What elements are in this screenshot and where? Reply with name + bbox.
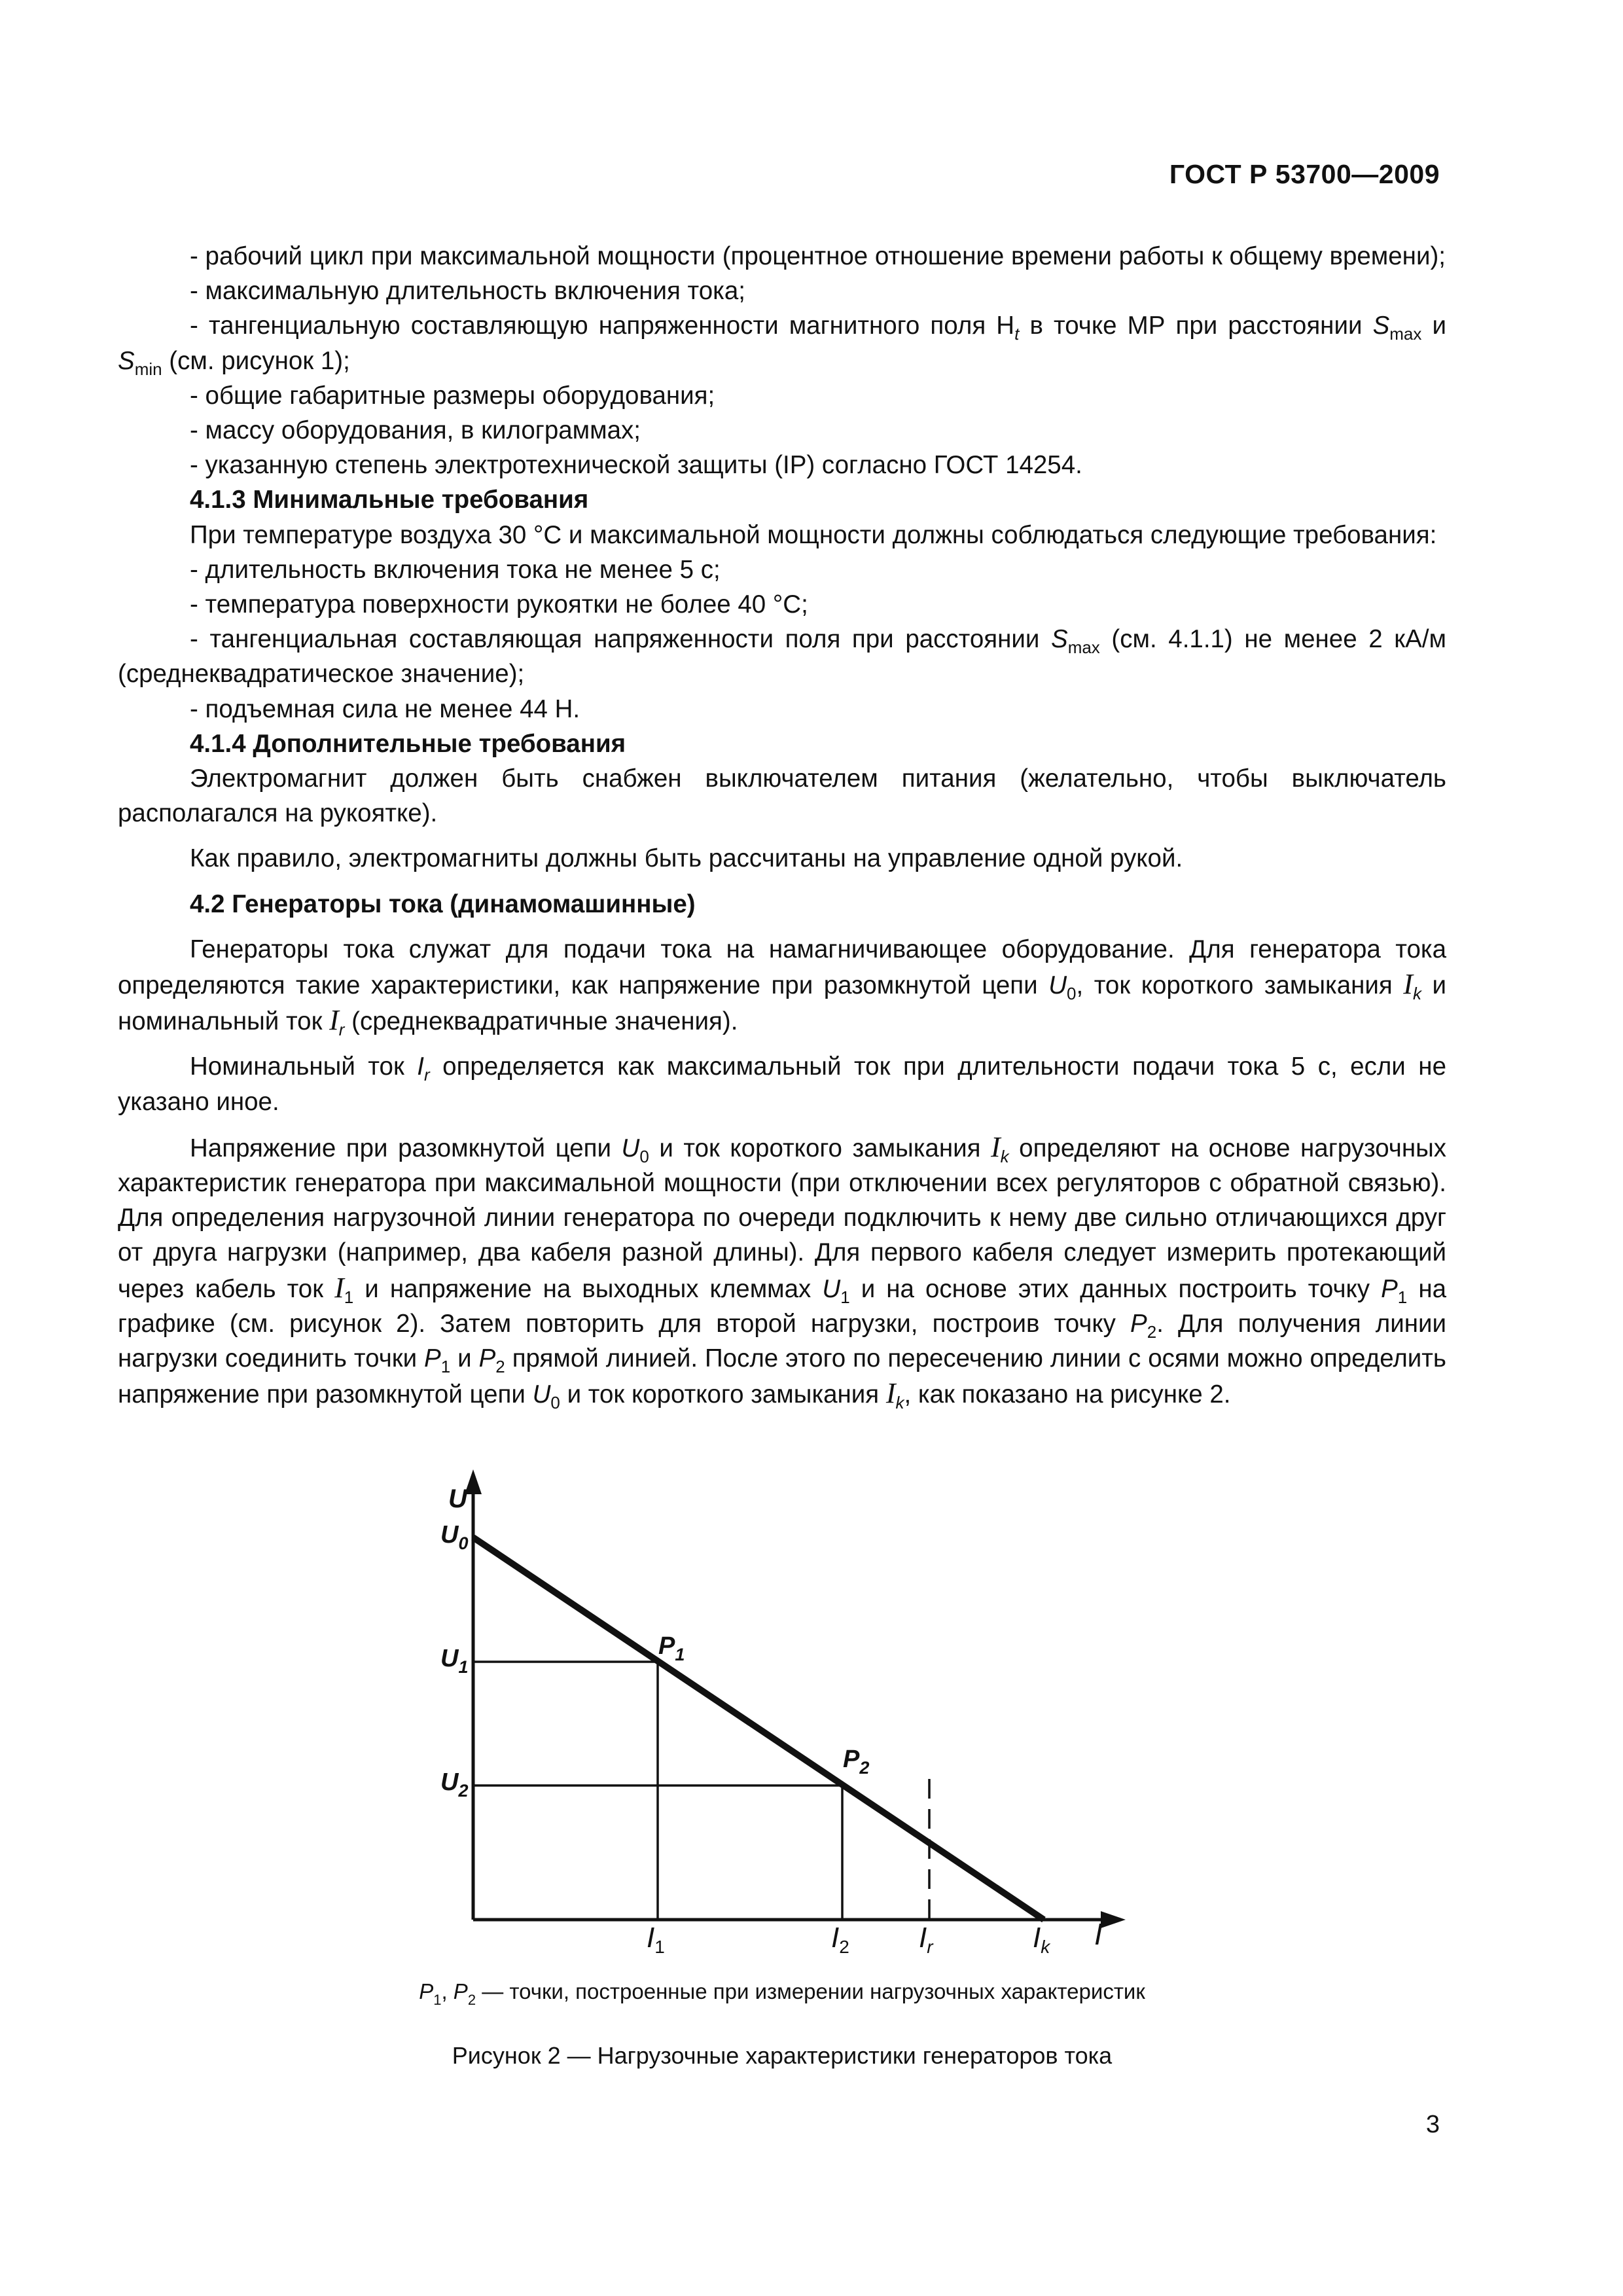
tick-label-u0: $U_0$ — [440, 1521, 469, 1553]
point-label-p2: $P_2$ — [843, 1746, 870, 1778]
section-heading-4-1-4: 4.1.4 Дополнительные требования — [190, 729, 626, 758]
tick-label-ir: $I_r$ — [919, 1922, 933, 1957]
list-item: - максимальную длительность включения тока; — [190, 277, 745, 306]
point-label-p1: $P_1$ — [658, 1632, 685, 1664]
tick-label-ik: $I_k$ — [1033, 1922, 1050, 1957]
tick-label-u2: $U_2$ — [440, 1768, 469, 1801]
list-item: - общие габаритные размеры оборудования; — [190, 381, 715, 410]
list-item: - температура поверхности рукоятки не более 40 °С; — [190, 590, 808, 619]
y-axis-label: U — [448, 1484, 467, 1513]
figure-labels — [440, 1484, 1103, 1957]
tick-label-i1: $I_1$ — [647, 1922, 665, 1957]
page-number: 3 — [1425, 2111, 1440, 2138]
list-item: - длительность включения тока не менее 5 с; — [190, 555, 721, 584]
figure-axes — [473, 1489, 1106, 1920]
list-item: - массу оборудования, в килограммах; — [190, 416, 641, 445]
section-heading-4-2: 4.2 Генераторы тока (динамомашинные) — [190, 889, 696, 918]
paragraph: Напряжение при разомкнутой цепи $U_0$ и ток короткого замыкания $I_k$ определяют на основе нагрузочных характеристик генератора при максимальной мощности (при отключении всех регуляторов с обратной связью). Для определения нагрузочной линии генератора по очереди подключить к нему две сильно отличающихся друг от друга нагрузки (например, два кабеля разной длины). Для первого кабеля следует измерить протекающий через кабель ток $I_1$ и напряжение на выходных клеммах $U_1$ и на основе этих данных построить точку $P_1$ на графике (см. рисунок 2). Затем повторить для второй нагрузки, построив точку $P_2$. Для получения линии нагрузки соединить точки $P_1$ и $P_2$ прямой линией. После этого по пересечению линии с осями можно определить напряжение при разомкнутой цепи $U_0$ и ток короткого замыкания $I_k$, как показано на рисунке 2. — [118, 1130, 1447, 1413]
paragraph: Номинальный ток $I_r$ определяется как максимальный ток при длительности подачи тока 5 с, если не указано иное. — [118, 1052, 1446, 1116]
figure-caption: Рисунок 2 — Нагрузочные характеристики генераторов тока — [452, 2042, 1113, 2069]
load-line — [473, 1537, 1044, 1920]
list-item: - тангенциальную составляющую напряженности магнитного поля $H_t$ в точке МР при расстоянии $S_{max}$ и $S_{min}$ (см. рисунок 1); — [118, 312, 1447, 379]
projection-lines — [473, 1662, 929, 1920]
list-item: - подъемная сила не менее 44 Н. — [190, 694, 580, 723]
y-axis-arrow — [465, 1469, 482, 1494]
list-item: - тангенциальная составляющая напряженности поля при расстоянии $S_{max}$ (см. 4.1.1) не менее 2 кА/м (среднеквадратическое значение); — [118, 625, 1446, 689]
x-axis-arrow — [1101, 1911, 1126, 1928]
paragraph: При температуре воздуха 30 °С и максимальной мощности должны соблюдаться следующие требования: — [190, 520, 1437, 549]
document-designation: ГОСТ Р 53700—2009 — [1169, 159, 1440, 189]
tick-label-u1: $U_1$ — [440, 1645, 469, 1677]
list-item: - рабочий цикл при максимальной мощности (процентное отношение времени работы к общему времени); — [190, 242, 1446, 270]
list-item: - указанную степень электротехнической защиты (IP) согласно ГОСТ 14254. — [190, 451, 1082, 480]
paragraph: Генераторы тока служат для подачи тока на намагничивающее оборудование. Для генератора тока определяются такие характеристики, как напряжение при разомкнутой цепи $U_0$, ток короткого замыкания $I_k$ и номинальный ток $I_r$ (среднеквадратичные значения). — [118, 935, 1446, 1040]
paragraph: Электромагнит должен быть снабжен выключателем питания (желательно, чтобы выключатель располагался на рукоятке). — [118, 764, 1446, 828]
paragraph: Как правило, электромагниты должны быть рассчитаны на управление одной рукой. — [190, 844, 1183, 873]
figure-legend: $P_1$, $P_2$ — точки, построенные при измерении нагрузочных характеристик — [419, 1979, 1145, 2008]
x-axis-label: I — [1094, 1917, 1103, 1951]
tick-label-i2: $I_2$ — [831, 1922, 849, 1957]
section-heading-4-1-3: 4.1.3 Минимальные требования — [190, 486, 589, 514]
